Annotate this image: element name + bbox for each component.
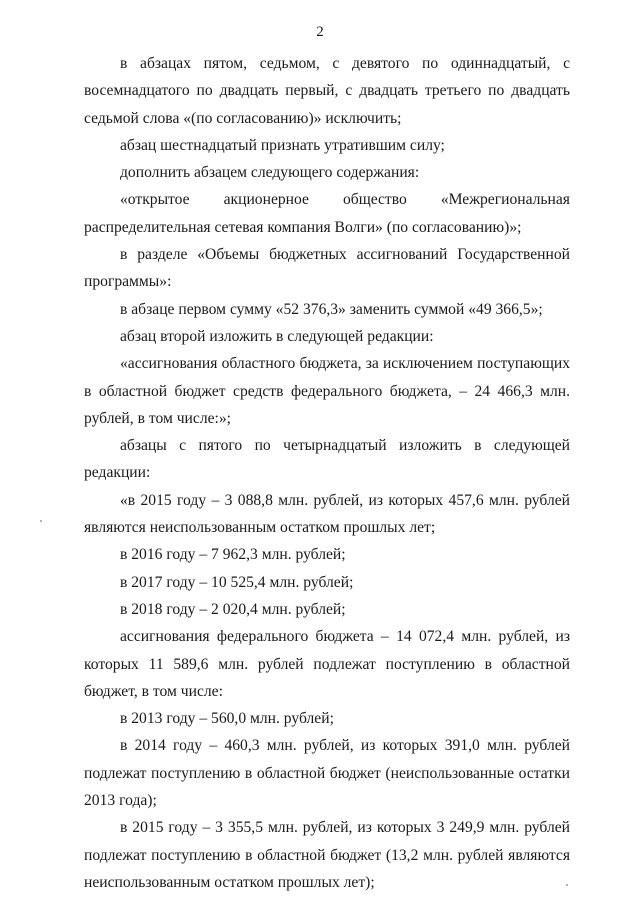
paragraph: в абзацах пятом, седьмом, с девятого по одиннадцатый, с восемнадцатого по двадцать первый, с двадцать третьего по двадцать седьмой слова «(по согласованию)» исключить; (84, 55, 570, 127)
paragraph: «открытое акционерное общество «Межрегиональная распределительная сетевая компания Волги» (по согласованию)»; (84, 191, 570, 236)
paragraph: в 2013 году – 560,0 млн. рублей; (120, 710, 334, 728)
paragraph: абзацы с пятого по четырнадцатый изложить в следующей редакции: (84, 437, 570, 482)
page-number: 2 (316, 24, 324, 40)
paragraph: абзац второй изложить в следующей редакции: (120, 327, 434, 345)
scan-speck (40, 520, 42, 522)
paragraph: дополнить абзацем следующего содержания: (120, 164, 420, 182)
document-body (84, 50, 570, 896)
paragraph: «ассигнования областного бюджета, за исключением поступающих в областной бюджет средств федерального бюджета, – 24 466,3 млн. рублей, в том числе:»; (84, 355, 570, 427)
scan-speck (566, 884, 568, 886)
paragraph: в 2014 году – 460,3 млн. рублей, из которых 391,0 млн. рублей подлежат поступлению в областной бюджет (неиспользованные остатки 2013 года); (84, 737, 570, 810)
paragraph: в 2016 году – 7 962,3 млн. рублей; (120, 546, 346, 564)
paragraph: ассигнования федерального бюджета – 14 072,4 млн. рублей, из которых 11 589,6 млн. рублей подлежат поступлению в областной бюджет, в том числе: (84, 628, 570, 700)
paragraph: в абзаце первом сумму «52 376,3» заменить суммой «49 366,5»; (120, 300, 543, 318)
paragraph: в разделе «Объемы бюджетных ассигнований Государственной программы»: (84, 246, 570, 291)
paragraph: в 2018 году – 2 020,4 млн. рублей; (120, 600, 346, 618)
paragraph: абзац шестнадцатый признать утратившим силу; (120, 136, 445, 154)
paragraph: в 2017 году – 10 525,4 млн. рублей; (120, 573, 354, 591)
paragraph: в 2015 году – 3 355,5 млн. рублей, из которых 3 249,9 млн. рублей подлежат поступлению в областной бюджет (13,2 млн. рублей являются неиспользованным остатком прошлых лет); (84, 819, 570, 891)
paragraph: «в 2015 году – 3 088,8 млн. рублей, из которых 457,6 млн. рублей являются неиспользованным остатком прошлых лет; (84, 491, 570, 537)
